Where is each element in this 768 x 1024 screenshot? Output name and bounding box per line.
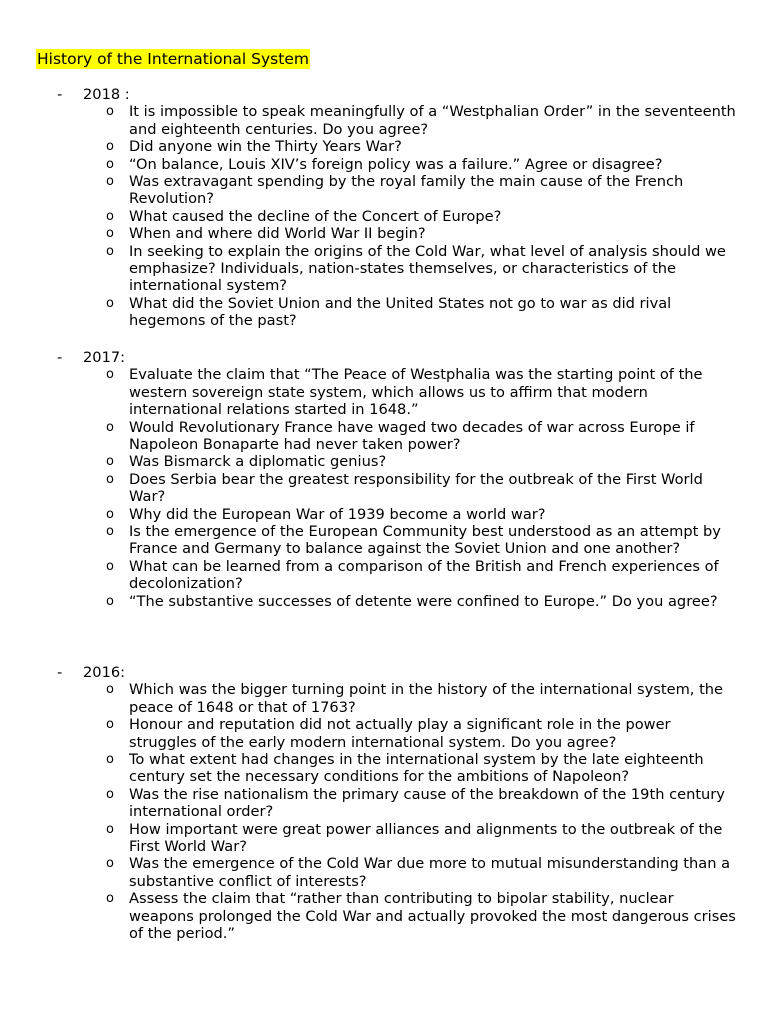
circle-bullet: o — [106, 243, 114, 259]
question-item — [0, 173, 768, 208]
question-text: Honour and reputation did not actually play a significant role in the power struggles of the early modern international system. Do you agree? — [129, 716, 671, 751]
circle-bullet: o — [106, 752, 114, 768]
year-heading — [0, 349, 768, 366]
question-item — [0, 156, 768, 173]
question-item — [0, 225, 768, 242]
question-text: Assess the claim that “rather than contributing to bipolar stability, nuclear weapons prolonged the Cold War and actually provoked the most dangerous crises of the period.” — [129, 890, 736, 943]
question-item — [0, 821, 768, 856]
question-item — [0, 208, 768, 225]
circle-bullet: o — [106, 717, 114, 733]
question-text: Did anyone win the Thirty Years War? — [129, 138, 402, 156]
question-text: Does Serbia bear the greatest responsibility for the outbreak of the First World War? — [129, 470, 703, 506]
question-item — [0, 681, 768, 716]
question-item — [0, 593, 768, 610]
question-item — [0, 138, 768, 155]
circle-bullet: o — [106, 174, 114, 190]
question-text: To what extent had changes in the international system by the late eighteenth century set the necessary conditions for the ambitions of Napoleon? — [129, 751, 704, 786]
year-heading — [0, 86, 768, 103]
circle-bullet: o — [106, 821, 114, 837]
question-text: Was Bismarck a diplomatic genius? — [129, 453, 387, 471]
dash-bullet: - — [57, 664, 63, 681]
circle-bullet: o — [106, 419, 114, 435]
question-item — [0, 716, 768, 751]
question-list — [0, 366, 768, 610]
question-item — [0, 855, 768, 890]
question-text: Is the emergence of the European Community best understood as an attempt by France and Germany to balance against the Soviet Union and one another? — [129, 523, 721, 558]
question-text: Evaluate the claim that “The Peace of Westphalia was the starting point of the western sovereign state system, which allows us to affirm that modern international relations started in 1648.” — [129, 366, 703, 419]
year-label: 2016: — [83, 664, 126, 681]
circle-bullet: o — [106, 506, 114, 522]
question-text: What did the Soviet Union and the United States not go to war as did rival hegemons of the past? — [129, 294, 672, 330]
question-text: When and where did World War II begin? — [129, 225, 426, 243]
circle-bullet: o — [106, 682, 114, 698]
question-text: “On balance, Louis XIV’s foreign policy was a failure.” Agree or disagree? — [129, 155, 663, 173]
year-section-2017 — [0, 349, 768, 610]
circle-bullet: o — [106, 454, 114, 470]
question-text: What can be learned from a comparison of the British and French experiences of decolonization? — [129, 557, 719, 593]
year-section-2018 — [0, 86, 768, 330]
circle-bullet: o — [106, 891, 114, 907]
question-item — [0, 243, 768, 295]
circle-bullet: o — [106, 593, 114, 609]
dash-bullet: - — [57, 349, 63, 366]
question-item — [0, 786, 768, 821]
question-item — [0, 366, 768, 418]
question-text: In seeking to explain the origins of the Cold War, what level of analysis should we emphasize? Individuals, nation-states themselves, or characteristics of the international system? — [129, 242, 726, 295]
question-item — [0, 295, 768, 330]
question-text: What caused the decline of the Concert of Europe? — [129, 207, 502, 225]
question-item — [0, 471, 768, 506]
document-title: History of the International System — [37, 50, 309, 68]
question-text: Was the emergence of the Cold War due more to mutual misunderstanding than a substantive conflict of interests? — [129, 855, 731, 890]
circle-bullet: o — [106, 208, 114, 224]
circle-bullet: o — [106, 156, 114, 172]
question-text: How important were great power alliances and alignments to the outbreak of the First World War? — [129, 820, 723, 856]
year-label: 2018 : — [83, 86, 130, 103]
question-item — [0, 453, 768, 470]
question-item — [0, 419, 768, 454]
question-text: Would Revolutionary France have waged two decades of war across Europe if Napoleon Bonaparte had never taken power? — [129, 418, 695, 454]
question-list — [0, 103, 768, 329]
year-section-2016 — [0, 664, 768, 942]
question-item — [0, 890, 768, 942]
question-text: “The substantive successes of detente were confined to Europe.” Do you agree? — [129, 592, 718, 610]
question-item — [0, 751, 768, 786]
circle-bullet: o — [106, 104, 114, 120]
circle-bullet: o — [106, 226, 114, 242]
circle-bullet: o — [106, 558, 114, 574]
circle-bullet: o — [106, 786, 114, 802]
circle-bullet: o — [106, 295, 114, 311]
year-heading — [0, 664, 768, 681]
year-label: 2017: — [83, 349, 126, 366]
question-text: Which was the bigger turning point in the history of the international system, the peace of 1648 or that of 1763? — [129, 681, 724, 716]
dash-bullet: - — [57, 86, 63, 103]
question-item — [0, 506, 768, 523]
question-item — [0, 103, 768, 138]
question-text: Was extravagant spending by the royal family the main cause of the French Revolution? — [129, 173, 684, 208]
circle-bullet: o — [106, 856, 114, 872]
circle-bullet: o — [106, 471, 114, 487]
question-text: Why did the European War of 1939 become a world war? — [129, 505, 546, 523]
question-item — [0, 523, 768, 558]
question-text: It is impossible to speak meaningfully of a “Westphalian Order” in the seventeenth and eighteenth centuries. Do you agree? — [129, 103, 736, 138]
question-text: Was the rise nationalism the primary cause of the breakdown of the 19th century international order? — [129, 785, 725, 821]
question-list — [0, 681, 768, 942]
circle-bullet: o — [106, 367, 114, 383]
circle-bullet: o — [106, 524, 114, 540]
circle-bullet: o — [106, 139, 114, 155]
question-item — [0, 558, 768, 593]
